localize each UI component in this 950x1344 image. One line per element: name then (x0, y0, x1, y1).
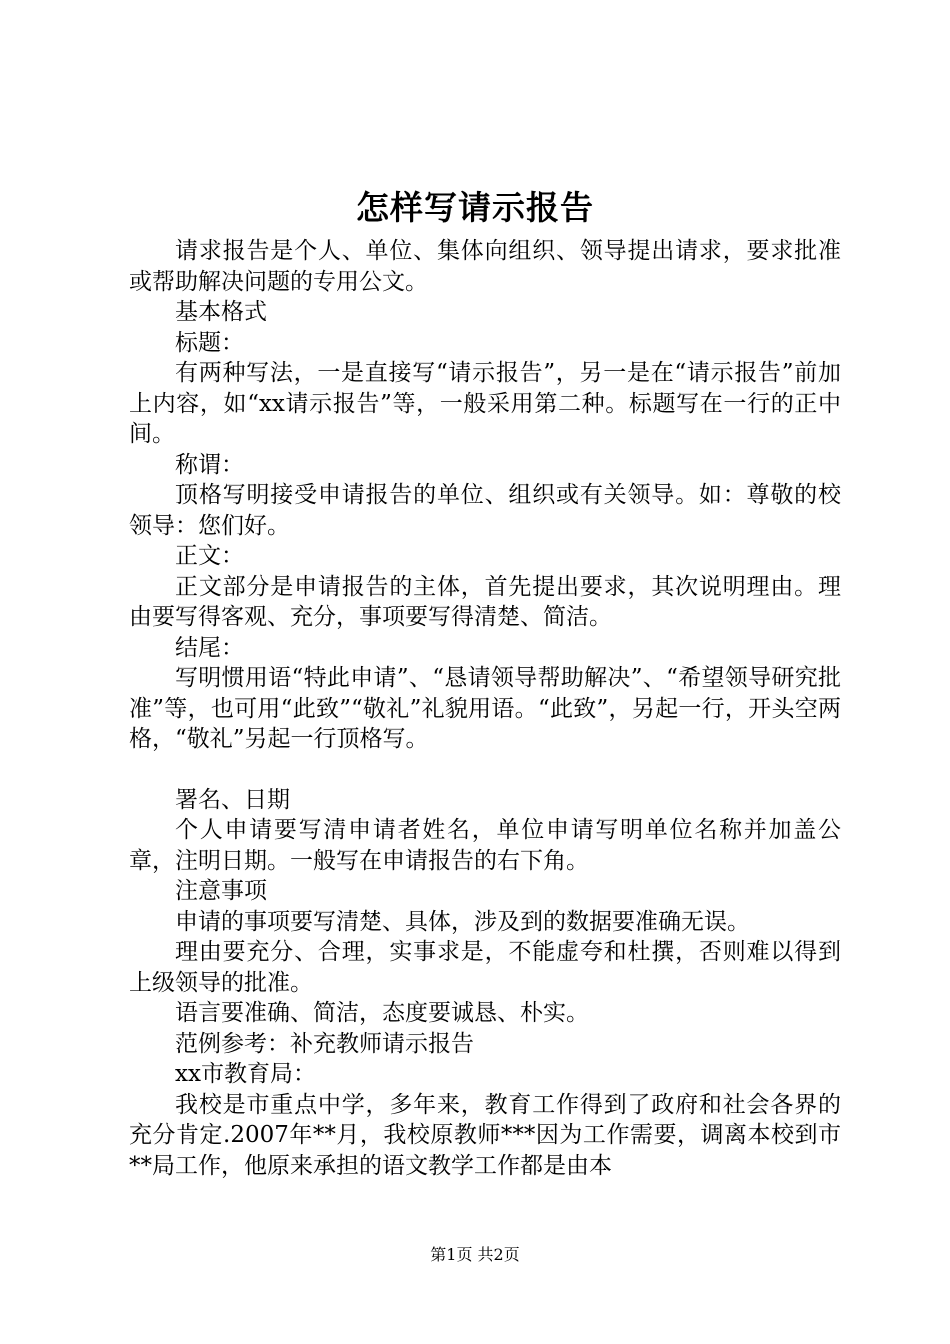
paragraph-note-1: 申请的事项要写清楚、具体，涉及到的数据要准确无误。 (175, 908, 750, 935)
page-footer: 第1页 共2页 (430, 1245, 520, 1264)
heading-example: 范例参考：补充教师请示报告 (175, 1030, 474, 1057)
paragraph-title-rules: 有两种写法，一是直接写“请示报告”，另一是在“请示报告”前加上内容，如“xx请示报告”等，一般采用第二种。标题写在一行的正中间。 (129, 360, 841, 447)
paragraph-ending-rules: 写明惯用语“特此申请”、“恳请领导帮助解决”、“希望领导研究批准”等，也可用“此致”“敬礼”礼貌用语。“此致”，另起一行，开头空两格，“敬礼”另起一行顶格写。 (129, 665, 841, 752)
heading-signature-date: 署名、日期 (175, 786, 290, 813)
document-title: 怎样写请示报告 (356, 188, 594, 227)
paragraph-intro: 请求报告是个人、单位、集体向组织、领导提出请求，要求批准或帮助解决问题的专用公文。 (129, 238, 841, 295)
heading-salutation: 称谓： (175, 451, 244, 478)
heading-basic-format: 基本格式 (175, 299, 267, 325)
paragraph-signature-rules: 个人申请要写清申请者姓名，单位申请写明单位名称并加盖公章，注明日期。一般写在申请报告的右下角。 (129, 817, 841, 874)
paragraph-note-2: 理由要充分、合理，实事求是，不能虚夸和杜撰，否则难以得到上级领导的批准。 (129, 939, 841, 996)
heading-main-text: 正文： (175, 543, 244, 569)
heading-title: 标题： (175, 329, 244, 356)
heading-ending: 结尾： (175, 634, 244, 661)
example-addressee: xx市教育局： (175, 1061, 316, 1087)
document-body (129, 236, 841, 1181)
paragraph-main-text-rules: 正文部分是申请报告的主体，首先提出要求，其次说明理由。理由要写得客观、充分，事项要写得清楚、简洁。 (129, 573, 841, 630)
blank-line (129, 755, 841, 785)
paragraph-note-3: 语言要准确、简洁，态度要诚恳、朴实。 (175, 1000, 589, 1026)
paragraph-salutation-rules: 顶格写明接受申请报告的单位、组织或有关领导。如：尊敬的校领导：您们好。 (129, 482, 841, 539)
heading-notes: 注意事项 (175, 878, 267, 904)
example-body: 我校是市重点中学，多年来，教育工作得到了政府和社会各界的充分肯定.2007年**月，我校原教师***因为工作需要，调离本校到市**局工作，他原来承担的语文教学工作都是由本 (129, 1091, 841, 1179)
